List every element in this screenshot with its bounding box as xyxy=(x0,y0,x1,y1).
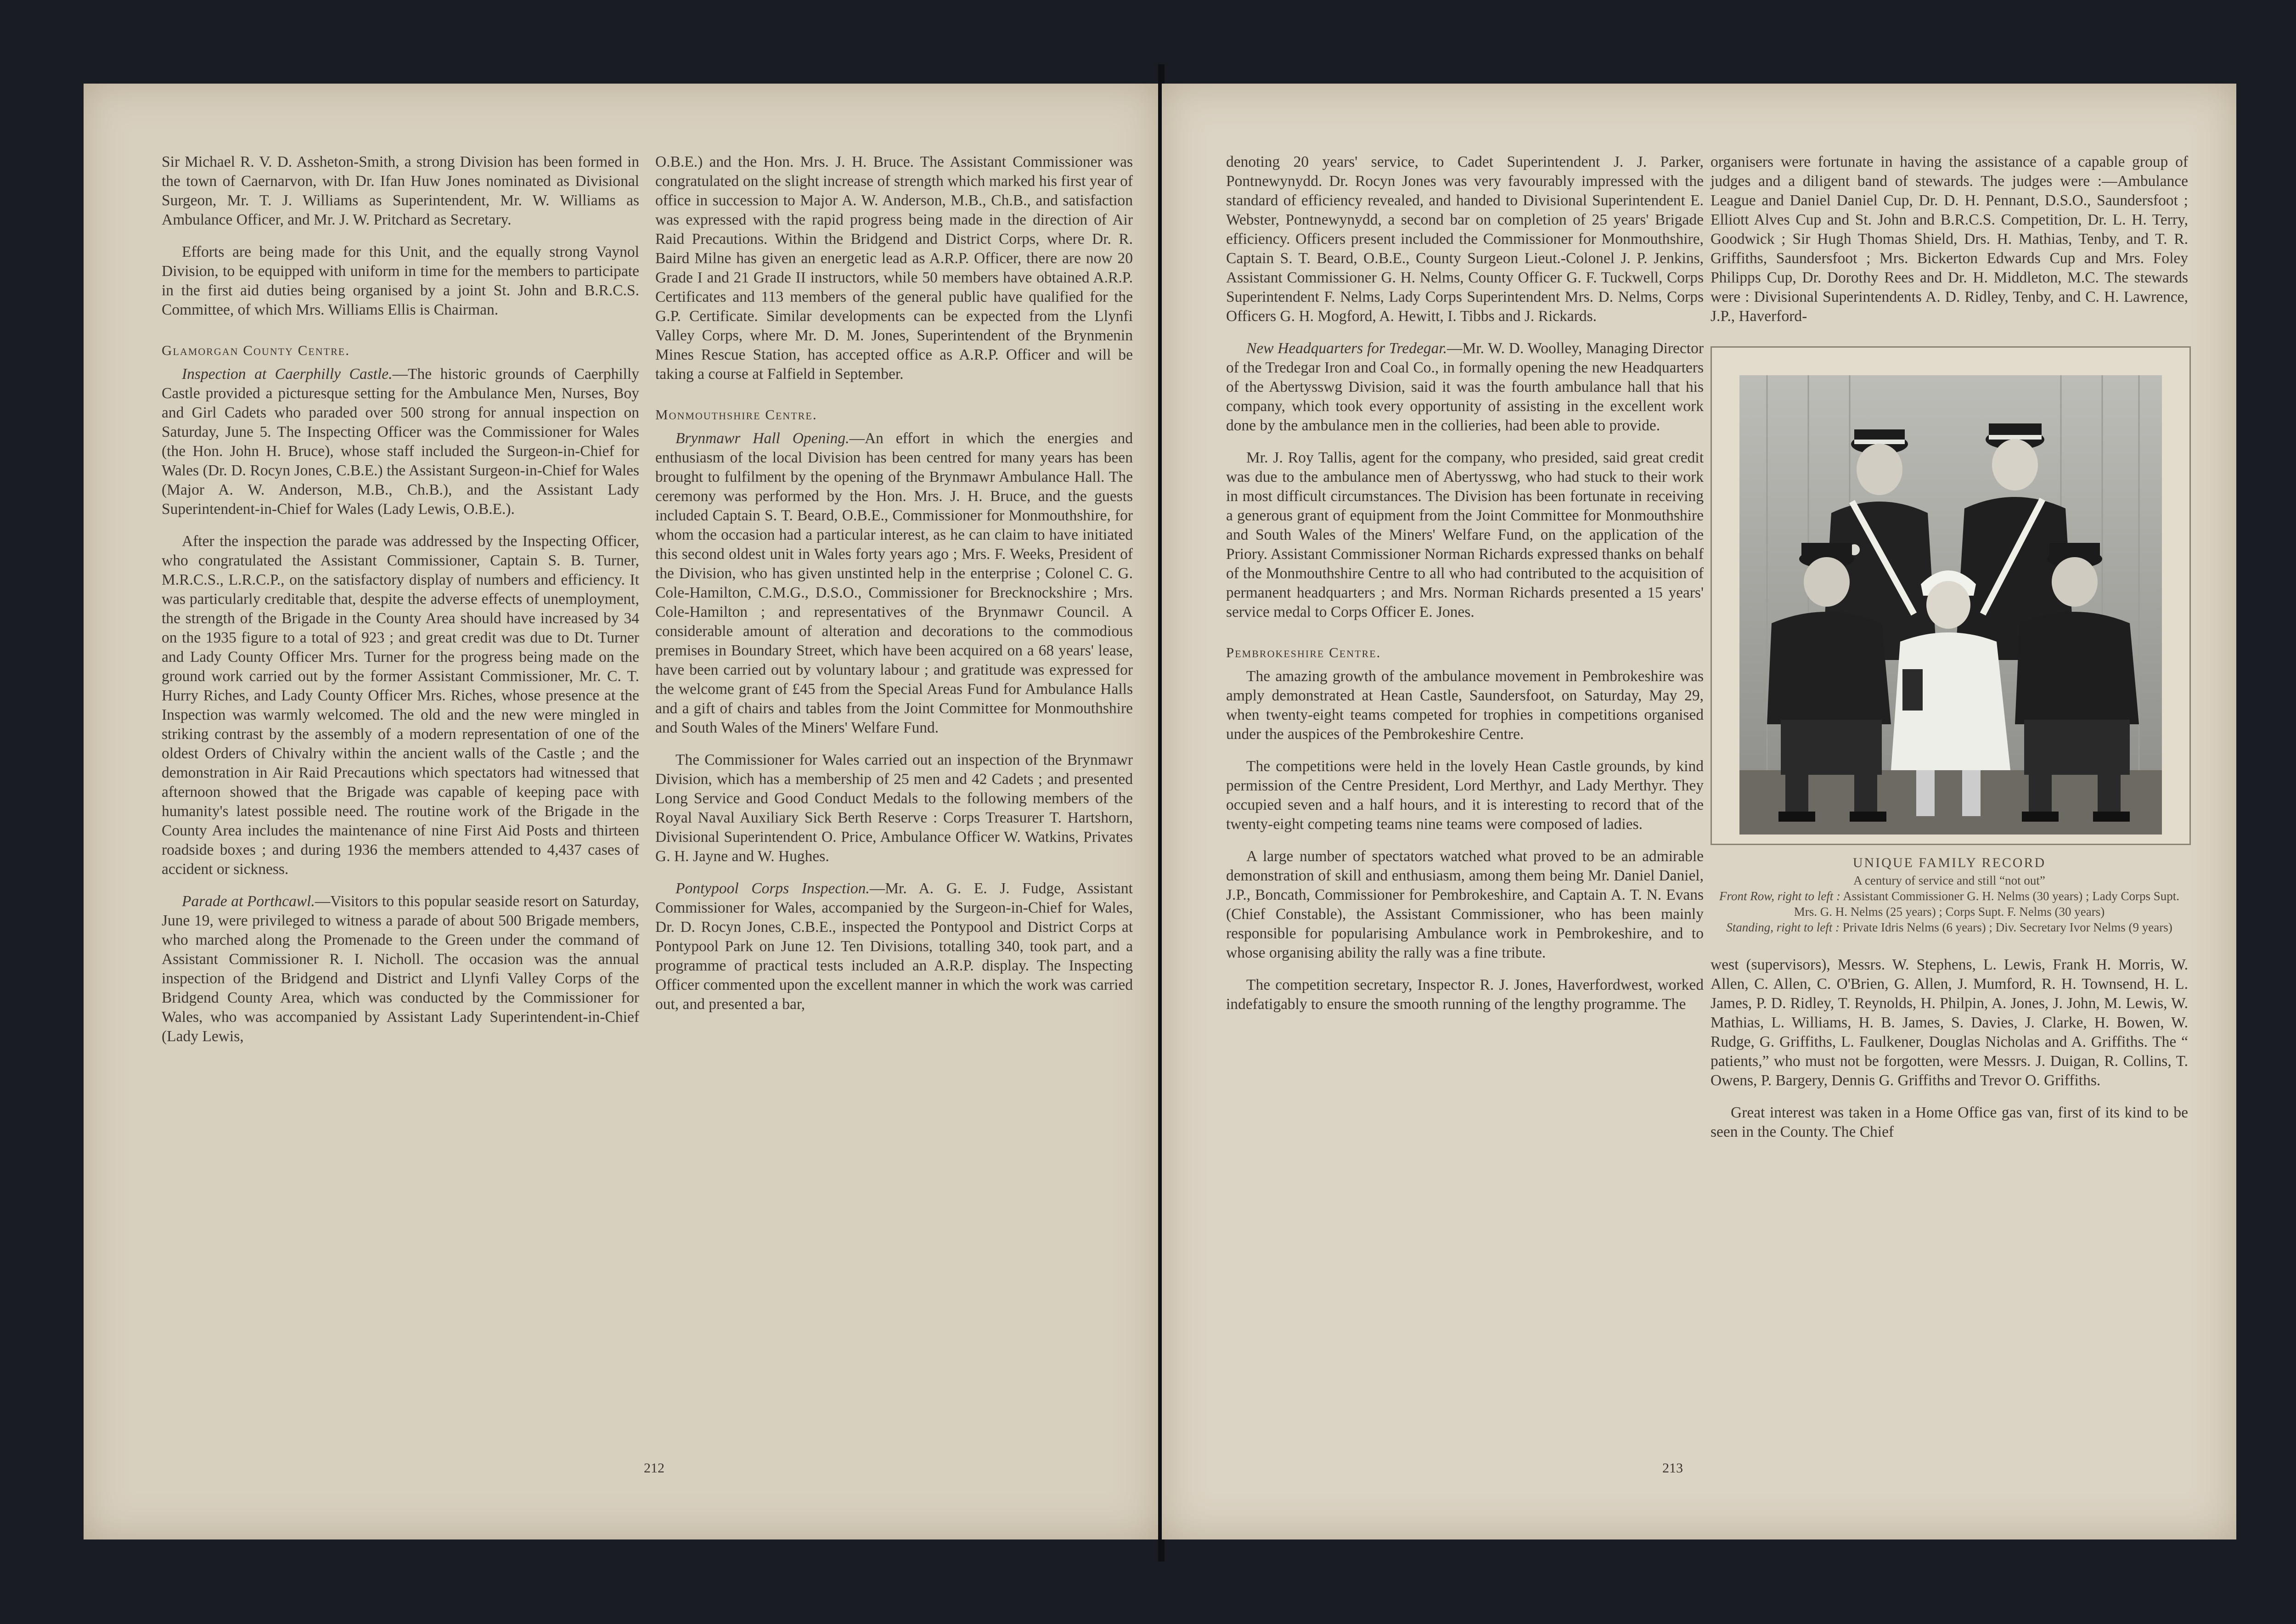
paragraph-title: Inspection at Caerphilly Castle. xyxy=(182,366,393,383)
photo-caption xyxy=(1711,855,2188,935)
paragraph-text: —Mr. A. G. E. J. Fudge, Assistant Commissioner for Wales, accompanied by the Surgeon-in-Chief for Wales, Dr. D. Rocyn Jones, C.B.E., inspected the Pontypool and District Corps at Pontypool Park on June 12. Ten Divisions, totalling 340, took part, and a programme of practical tests included an A.R.P. display. The Inspecting Officer commented upon the excellent manner in which the work was carried out, and presented a bar, xyxy=(655,880,1133,1013)
section-heading: Monmouthshire Centre. xyxy=(655,406,817,423)
caption-standing xyxy=(1711,919,2188,935)
post-photo-text xyxy=(1711,955,2188,1142)
paragraph-title: Pontypool Corps Inspection. xyxy=(675,880,870,897)
paragraph-title: New Headquarters for Tredegar. xyxy=(1246,340,1447,357)
paragraph: Great interest was taken in a Home Office gas van, first of its kind to be seen in the County. The Chief xyxy=(1711,1104,2188,1140)
right-column-1 xyxy=(1226,152,1704,1027)
paragraph: A large number of spectators watched what proved to be an admirable demonstration of skill and enthusiasm, among them being Mr. Daniel Daniel, J.P., Boncath, Commissioner for Pembrokeshire, and Captain A. T. N. Evans (Chief Constable), the Assistant Commissioner, who has been mainly responsible for popularising Ambulance work in Pembrokeshire, and to whose organising ability the rally was a fine tribute. xyxy=(1226,848,1704,961)
paragraph: O.B.E.) and the Hon. Mrs. J. H. Bruce. The Assistant Commissioner was congratulated on the slight increase of strength which marked his first year of office in succession to Major A. W. Anderson, M.B., Ch.B., and satisfaction was expressed with the rapid progress being made in the direction of Air Raid Precautions. Within the Bridgend and District Corps, where Dr. R. Baird Milne has given an energetic lead as A.R.P. Officer, there are now 20 Grade I and 21 Grade II instructors, while 50 members have obtained A.R.P. Certificates and 113 members of the general public have qualified for the G.P. Certificate. Similar developments can be expected from the Llynfi Valley Corps, where Mr. D. M. Jones, Superintendent of the Brynmenin Mines Rescue Station, has accepted office as A.R.P. Officer and will be taking a course at Falfield in September. xyxy=(655,153,1133,383)
caption-text: Private Idris Nelms (6 years) ; Div. Secretary Ivor Nelms (9 years) xyxy=(1842,920,2172,934)
caption-subtitle: A century of service and still “not out” xyxy=(1853,874,2045,887)
paragraph: denoting 20 years' service, to Cadet Superintendent J. J. Parker, Pontnewynydd. Dr. Rocyn Jones was very favourably impressed with the standard of efficiency revealed, and handed to Divisional Superintendent E. Webster, Pontnewynydd, a second bar on completion of 25 years' Brigade efficiency. Officers present included the Commissioner for Monmouthshire, Captain S. T. Beard, O.B.E., County Surgeon Lieut.-Colonel J. P. Jenkins, Assistant Commissioner G. H. Nelms, County Officer G. F. Tuckwell, Corps Superintendent F. Nelms, Lady Corps Superintendent Mrs. D. Nelms, Corps Officers G. H. Mogford, A. Hewitt, I. Tibbs and J. Rickards. xyxy=(1226,153,1704,325)
paragraph xyxy=(1226,339,1704,435)
caption-label: Front Row, right to left : xyxy=(1719,889,1840,903)
paragraph: After the inspection the parade was addressed by the Inspecting Officer, who congratulated the Assistant Commissioner, Captain S. B. Turner, M.R.C.S., L.R.C.P., on the satisfactory display of numbers and efficiency. It was particularly creditable that, despite the adverse effects of unemployment, the strength of the Brigade in the County Area should have increased by 34 on the 1935 figure to a total of 923 ; and great credit was due to Dt. Turner and Lady County Officer Mrs. Turner for the progress being made on the ground work carried out by the former Assistant Commissioner, Mr. C. T. Hurry Riches, and Lady County Officer Mrs. Riches, whose presence at the Inspection was warmly welcomed. The old and the new were mingled in striking contrast by the assembly of a modern representation of one of the oldest Orders of Chivalry within the ancient walls of the Castle ; and the demonstration in Air Raid Precautions which spectators had witnessed that afternoon showed that the Brigade was capable of keeping pace with humanity's latest possible need. The routine work of the Brigade in the County Area includes the maintenance of nine First Aid Posts and thirteen roadside boxes ; and during 1936 the members attended to 4,437 cases of accident or sickness. xyxy=(162,533,639,878)
paragraph-title: Brynmawr Hall Opening. xyxy=(675,430,850,447)
paragraph-text: —Visitors to this popular seaside resort on Saturday, June 19, were privileged to witness a parade of about 500 Brigade members, who marched along the Promenade to the Green under the command of Assistant Commissioner R. I. Nicholl. The occasion was the annual inspection of the Bridgend and District and Llynfi Valley Corps of the Bridgend County Area, which was conducted by the Commissioner for Wales, who was accompanied by Assistant Lady Superintendent-in-Chief (Lady Lewis, xyxy=(162,893,639,1045)
paragraph: The Commissioner for Wales carried out an inspection of the Brynmawr Division, which has a membership of 25 men and 42 Cadets ; and presented Long Service and Good Conduct Medals to the following members of the Royal Naval Auxiliary Sick Berth Reserve : Corps Treasurer T. Hartshorn, Divisional Superintendent O. Price, Ambulance Officer W. Watkins, Privates G. H. Jayne and W. Hughes. xyxy=(655,751,1133,865)
paragraph: The competition secretary, Inspector R. J. Jones, Haverfordwest, worked indefatigably to ensure the smooth running of the lengthy programme. The xyxy=(1226,976,1704,1013)
caption-title: UNIQUE FAMILY RECORD xyxy=(1852,855,2046,870)
paragraph xyxy=(655,429,1133,738)
section-heading: Glamorgan County Centre. xyxy=(162,342,350,358)
paragraph xyxy=(655,879,1133,1014)
photo-frame xyxy=(1711,346,2191,845)
paragraph: Efforts are being made for this Unit, and the equally strong Vaynol Division, to be equipped with uniform in time for the members to participate in the first aid duties being organised by a joint St. John and B.R.C.S. Committee, of which Mrs. Williams Ellis is Chairman. xyxy=(162,243,639,318)
paragraph xyxy=(162,892,639,1046)
paragraph-text: —An effort in which the energies and enthusiasm of the local Division has been centred for many years has been brought to fulfilment by the opening of the Brynmawr Ambulance Hall. The ceremony was performed by the Hon. Mrs. J. H. Bruce, and the guests included Captain S. T. Beard, O.B.E., Commissioner for Monmouthshire, for whom the occasion had a particular interest, as he can claim to have initiated this second oldest unit in Wales forty years ago ; Mrs. F. Weeks, President of the Division, who has given unstinted help in the enterprise ; Colonel C. G. Cole-Hamilton, C.M.G., D.S.O., Commissioner for Brecknockshire ; Mrs. Cole-Hamilton ; and representatives of the Brynmawr Council. A considerable amount of alteration and decorations to the commodious premises in Boundary Street, which have been acquired on a 68 years' lease, have been carried out by voluntary labour ; and gratitude was expressed for the welcome grant of £45 from the Special Areas Fund for Ambulance Halls and a gift of chairs and tables from the Joint Committee for Monmouthshire and South Wales of the Miners' Welfare Fund. xyxy=(655,430,1133,736)
family-group-photo xyxy=(1739,375,2162,835)
left-column-1 xyxy=(162,152,639,1059)
page-212 xyxy=(84,84,1158,1539)
paragraph: The competitions were held in the lovely Hean Castle grounds, by kind permission of the Centre President, Lord Merthyr, and Lady Merthyr. They occupied seven and a half hours, and it is interesting to record that of the twenty-eight competing teams nine teams were composed of ladies. xyxy=(1226,758,1704,833)
caption-label: Standing, right to left : xyxy=(1726,920,1840,934)
section-heading: Pembrokeshire Centre. xyxy=(1226,644,1381,660)
caption-front-row xyxy=(1711,888,2188,919)
left-column-2 xyxy=(655,152,1133,1027)
paragraph: west (supervisors), Messrs. W. Stephens, L. Lewis, Frank H. Morris, W. Allen, C. Allen, C. O'Brien, G. Allen, J. Mumford, R. H. Townsend, H. L. James, P. D. Ridley, T. Reynolds, H. Philpin, A. Jones, J. John, M. Lewis, W. Mathias, L. Williams, H. B. James, S. Davies, J. Clarke, H. Bowen, W. Rudge, G. Griffiths, L. Faulkener, Douglas Nicholas and A. Griffiths. The “ patients,” who must not be forgotten, were Messrs. J. Duigan, R. Collins, T. Owens, P. Bargery, Dennis G. Griffiths and Trevor O. Griffiths. xyxy=(1711,956,2188,1089)
page-213 xyxy=(1162,84,2236,1539)
caption-text: Assistant Commissioner G. H. Nelms (30 years) ; Lady Corps Supt. Mrs. G. H. Nelms (25 years) ; Corps Supt. F. Nelms (30 years) xyxy=(1794,889,2179,919)
paragraph: Mr. J. Roy Tallis, agent for the company, who presided, said great credit was due to the ambulance men of Abertysswg, who had stuck to their work in most difficult circumstances. The Division has been fortunate in receiving a generous grant of equipment from the Joint Committee for Monmouthshire and South Wales of the Miners' Welfare Fund, on the application of the Priory. Assistant Commissioner Norman Richards expressed thanks on behalf of the Monmouthshire Centre to all who had contributed to the acquisition of permanent headquarters ; and Mrs. Norman Richards presented a 15 years' service medal to Corps Officer E. Jones. xyxy=(1226,449,1704,620)
page-number: 213 xyxy=(1662,1460,1683,1476)
paragraph-text: —Mr. W. D. Woolley, Managing Director of the Tredegar Iron and Coal Co., in formally opening the new Headquarters of the Abertysswg Division, said it was the fourth ambulance hall that his company, which took every opportunity of assisting in the excellent work done by the ambulance men in the collieries, had been able to provide. xyxy=(1226,340,1704,434)
page-number: 212 xyxy=(644,1460,664,1476)
paragraph: Sir Michael R. V. D. Assheton-Smith, a strong Division has been formed in the town of Caernarvon, with Dr. Ifan Huw Jones nominated as Divisional Surgeon, Mr. T. J. Williams as Superintendent, Mr. W. Williams as Ambulance Officer, and Mr. J. W. Pritchard as Secretary. xyxy=(162,153,639,228)
paragraph-title: Parade at Porthcawl. xyxy=(182,893,315,910)
paragraph-text: —The historic grounds of Caerphilly Castle provided a picturesque setting for the Ambulance Men, Nurses, Boy and Girl Cadets who paraded over 500 strong for annual inspection on Saturday, June 5. The Inspecting Officer was the Commissioner for Wales (the Hon. John H. Bruce), whose staff included the Surgeon-in-Chief for Wales (Dr. D. Rocyn Jones, C.B.E.) the Assistant Surgeon-in-Chief for Wales (Major A. W. Anderson, M.B., Ch.B.), and the Assistant Lady Superintendent-in-Chief for Wales (Lady Lewis, O.B.E.). xyxy=(162,366,640,518)
right-column-2 xyxy=(1711,152,2188,1155)
paragraph xyxy=(162,365,639,519)
paragraph: The amazing growth of the ambulance movement in Pembrokeshire was amply demonstrated at Hean Castle, Saundersfoot, on Saturday, May 29, when twenty-eight teams competed for trophies in competitions organised under the auspices of the Pembrokeshire Centre. xyxy=(1226,668,1704,743)
paragraph: organisers were fortunate in having the assistance of a capable group of judges and a diligent band of stewards. The judges were :—Ambulance League and Daniel Daniel Cup, Dr. D. H. Pennant, D.S.O., Saundersfoot ; Elliott Alves Cup and St. John and B.R.C.S. Competition, Dr. L. H. Terry, Goodwick ; Sir Hugh Thomas Shield, Drs. H. Mathias, Tenby, and T. R. Griffiths, Saundersfoot ; Mrs. Bickerton Edwards Cup and Mrs. Foley Philipps Cup, Dr. Dorothy Rees and Dr. H. Middleton, M.C. The stewards were : Divisional Superintendents A. D. Ridley, Tenby, and C. H. Lawrence, J.P., Haverford- xyxy=(1711,153,2188,325)
